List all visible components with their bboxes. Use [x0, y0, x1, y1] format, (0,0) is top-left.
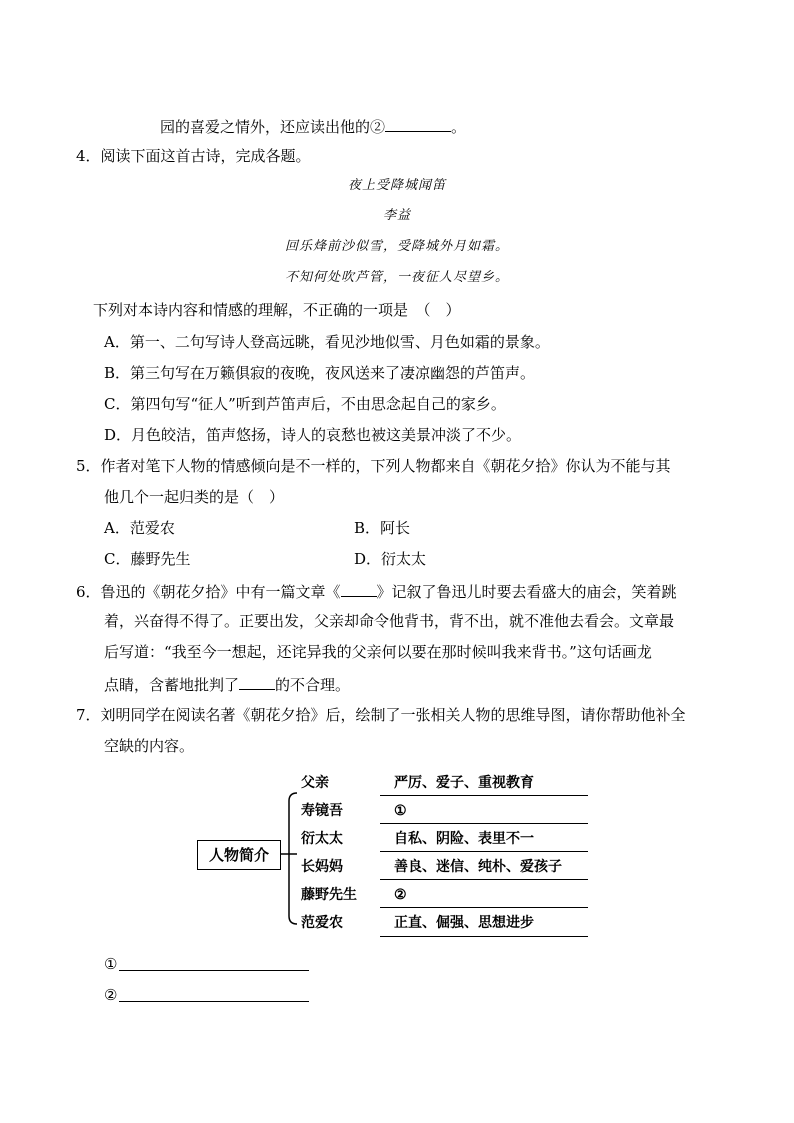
- q6-line3: 后写道：“我至今一想起，还诧异我的父亲何以要在那时候叫我来背书。”这句话画龙: [104, 643, 652, 661]
- person-name: 范爱农: [301, 915, 343, 931]
- q4-option-c[interactable]: C．第四句写“征人”听到芦笛声后，不由思念起自己的家乡。: [104, 395, 506, 413]
- answer-1-label: ①: [104, 955, 118, 973]
- answer-2-label: ②: [104, 986, 118, 1004]
- q5-option-d[interactable]: D．衍太太: [354, 550, 427, 568]
- fill-marker-2[interactable]: ②: [394, 887, 407, 903]
- person-name: 衍太太: [301, 831, 343, 847]
- answer-1-blank[interactable]: [119, 970, 309, 971]
- row-underline: [380, 851, 588, 852]
- mind-map-root: 人物简介: [197, 840, 281, 870]
- poem-title: 夜上受降城闻笛: [347, 178, 446, 193]
- q4-option-d[interactable]: D．月色皎洁，笛声悠扬，诗人的哀愁也被这美景冲淡了不少。: [104, 426, 522, 444]
- row-underline: [380, 936, 588, 937]
- q4-option-a[interactable]: A．第一、二句写诗人登高远眺，看见沙地似雪、月色如霜的景象。: [104, 333, 550, 351]
- poem-author: 李益: [382, 208, 411, 223]
- person-name: 藤野先生: [301, 887, 357, 903]
- q6-line1-end: 》记叙了鲁迅儿时要去看盛大的庙会，笑着跳: [376, 583, 677, 601]
- row-underline: [380, 907, 588, 908]
- q6-line2: 着，兴奋得不得了。正要出发，父亲却命令他背书，背不出，就不准他去看会。文章最: [104, 612, 675, 630]
- poem-line-2: 不知何处吹芦管，一夜征人尽望乡。: [284, 270, 509, 285]
- person-desc: 正直、倔强、思想进步: [394, 915, 534, 931]
- poem-line-1: 回乐烽前沙似雪，受降城外月如霜。: [284, 239, 509, 254]
- q7-line2: 空缺的内容。: [104, 737, 195, 755]
- person-name: 寿镜吾: [301, 803, 343, 819]
- answer-2-blank[interactable]: [119, 1001, 309, 1002]
- q6-line1-start: 6．鲁迅的《朝花夕拾》中有一篇文章《: [76, 583, 341, 601]
- q6-line4-end: 的不合理。: [275, 676, 351, 694]
- q4-option-b[interactable]: B．第三句写在万籁俱寂的夜晚，夜风送来了凄凉幽怨的芦笛声。: [104, 364, 536, 382]
- row-underline: [380, 795, 588, 796]
- answer-line-2: [104, 985, 117, 1005]
- answer-line-1: [104, 954, 117, 974]
- person-desc: 严厉、爱子、重视教育: [394, 775, 534, 791]
- q5-stem-line2: 他几个一起归类的是（ ）: [104, 488, 285, 506]
- row-underline: [380, 823, 588, 824]
- q5-option-a[interactable]: A．范爱农: [104, 519, 175, 537]
- person-desc: 自私、阴险、表里不一: [394, 831, 534, 847]
- q4-question: 下列对本诗内容和情感的理解，不正确的一项是 （ ）: [93, 301, 461, 319]
- q5-option-b[interactable]: B．阿长: [354, 519, 411, 537]
- continuation-tail: 。: [451, 118, 467, 136]
- person-name: 长妈妈: [301, 859, 343, 875]
- row-underline: [380, 879, 588, 880]
- q6-line4-start: 点睛，含蓄地批判了: [104, 676, 240, 694]
- person-desc: 善良、迷信、纯朴、爱孩子: [394, 859, 562, 875]
- continuation-text: 园的喜爱之情外，还应读出他的②: [160, 118, 386, 136]
- q4-stem: 4．阅读下面这首古诗，完成各题。: [76, 147, 311, 165]
- q5-option-c[interactable]: C．藤野先生: [104, 550, 191, 568]
- person-name: 父亲: [301, 775, 329, 791]
- q5-stem-line1: 5．作者对笔下人物的情感倾向是不一样的，下列人物都来自《朝花夕拾》你认为不能与其: [76, 457, 671, 475]
- q7-line1: 7．刘明同学在阅读名著《朝花夕拾》后，绘制了一张相关人物的思维导图，请你帮助他补全: [76, 706, 686, 724]
- fill-marker-1[interactable]: ①: [394, 803, 407, 819]
